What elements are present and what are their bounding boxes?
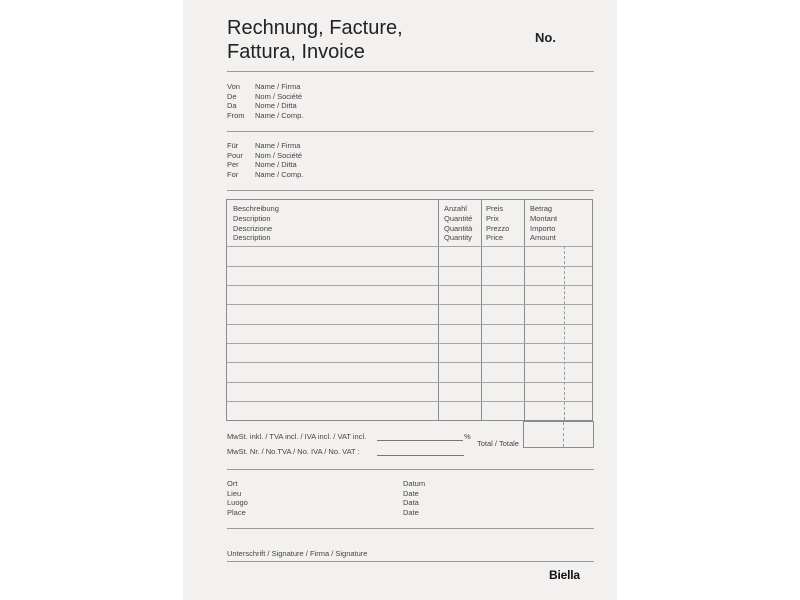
header-text: Betrag	[530, 204, 553, 213]
to-label: Pour	[227, 150, 243, 160]
to-labels	[227, 141, 243, 179]
header-text: Price	[486, 233, 504, 243]
header-text: Importo	[530, 223, 556, 233]
form-title-line-2: Fattura, Invoice	[227, 41, 365, 63]
from-field[interactable]: Nome / Ditta	[255, 101, 297, 111]
table-row-line	[227, 324, 592, 325]
invoice-form-sheet	[183, 0, 617, 600]
from-field[interactable]: Nom / Société	[255, 91, 303, 101]
header-text: Descrizione	[233, 223, 273, 233]
place-label: Luogo	[227, 498, 248, 508]
place-labels	[227, 479, 248, 517]
header-text: Preis	[486, 204, 504, 213]
column-divider	[438, 200, 439, 420]
header-text: Description	[233, 213, 271, 223]
to-field[interactable]: Name / Comp.	[255, 169, 304, 179]
total-label: Total / Totale	[477, 439, 519, 448]
vat-rate-field[interactable]	[377, 440, 463, 441]
vat-included-label: MwSt. inkl. / TVA incl. / IVA incl. / VAT incl.	[227, 432, 367, 441]
cents-divider	[564, 246, 565, 420]
brand-logo: Biella	[549, 568, 580, 582]
from-fields	[255, 82, 303, 120]
vat-number-label: MwSt. Nr. / No.TVA / No. IVA / No. VAT :	[227, 447, 360, 456]
cents-divider	[563, 422, 564, 447]
header-text: Quantité	[444, 213, 473, 223]
header-text: Beschreibung	[233, 204, 279, 213]
divider	[227, 71, 594, 72]
divider	[227, 528, 594, 529]
to-field[interactable]: Nome / Ditta	[255, 160, 297, 170]
table-row-line	[227, 343, 592, 344]
form-title-line-1: Rechnung, Facture,	[227, 17, 403, 39]
line-items-table	[226, 199, 593, 421]
header-text: Prezzo	[486, 223, 510, 233]
place-label: Place	[227, 507, 246, 517]
table-row-line	[227, 382, 592, 383]
place-label: Lieu	[227, 488, 242, 498]
divider	[227, 469, 594, 470]
column-divider	[481, 200, 482, 420]
table-row-line	[227, 362, 592, 363]
vat-number-field[interactable]	[377, 455, 464, 456]
from-field[interactable]: Name / Firma	[255, 82, 301, 91]
from-field[interactable]: Name / Comp.	[255, 110, 304, 120]
date-label: Date	[403, 507, 419, 517]
signature-line[interactable]	[227, 561, 594, 562]
to-label: Für	[227, 141, 239, 150]
table-row-line	[227, 266, 592, 267]
header-text: Quantità	[444, 223, 473, 233]
signature-label: Unterschrift / Signature / Firma / Signature	[227, 549, 368, 558]
from-label: De	[227, 91, 237, 101]
to-label: For	[227, 169, 239, 179]
date-label: Data	[403, 498, 419, 508]
description-header	[233, 204, 279, 243]
from-labels	[227, 82, 245, 120]
price-header	[486, 204, 509, 243]
total-box[interactable]	[523, 421, 594, 448]
to-label: Per	[227, 160, 239, 170]
header-text: Prix	[486, 213, 499, 223]
date-label: Datum	[403, 479, 426, 488]
header-text: Amount	[530, 233, 556, 243]
quantity-header	[444, 204, 472, 243]
from-label: From	[227, 110, 245, 120]
divider	[227, 190, 594, 191]
date-label: Date	[403, 488, 419, 498]
table-row-line	[227, 246, 592, 247]
header-text: Montant	[530, 213, 558, 223]
header-text: Description	[233, 233, 271, 243]
percent-sign: %	[464, 432, 471, 441]
table-row-line	[227, 285, 592, 286]
invoice-number-label: No.	[535, 30, 556, 45]
to-fields	[255, 141, 303, 179]
header-text: Anzahl	[444, 204, 467, 213]
from-label: Da	[227, 101, 237, 111]
date-labels	[403, 479, 425, 517]
place-label: Ort	[227, 479, 238, 488]
to-field[interactable]: Nom / Société	[255, 150, 303, 160]
to-field[interactable]: Name / Firma	[255, 141, 301, 150]
from-label: Von	[227, 82, 240, 91]
column-divider	[524, 200, 525, 420]
table-row-line	[227, 304, 592, 305]
header-text: Quantity	[444, 233, 472, 243]
divider	[227, 131, 594, 132]
table-row-line	[227, 401, 592, 402]
amount-header	[530, 204, 557, 243]
